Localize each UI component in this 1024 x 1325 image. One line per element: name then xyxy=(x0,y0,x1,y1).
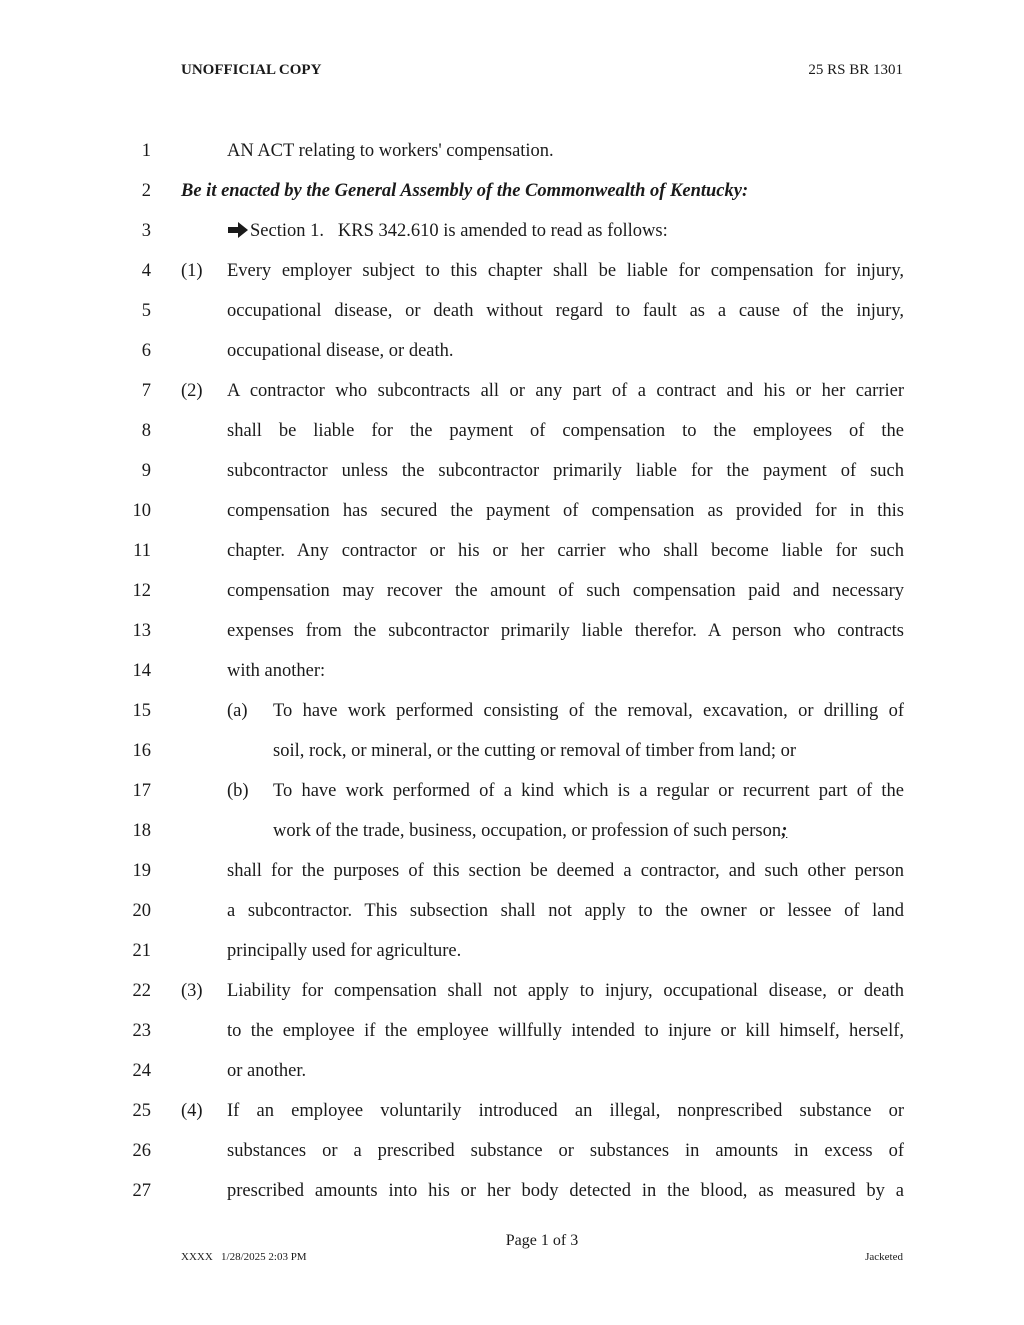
line-text: a subcontractor. This subsection shall not apply to the owner or lessee of land xyxy=(227,901,904,921)
line-text: If an employee voluntarily introduced an illegal, nonprescribed substance or xyxy=(227,1101,904,1121)
header-label: UNOFFICIAL COPY xyxy=(181,62,322,78)
document-line xyxy=(0,656,1024,686)
document-line xyxy=(0,376,1024,406)
line-number: 22 xyxy=(132,981,151,1001)
line-number: 8 xyxy=(141,421,151,441)
document-line xyxy=(0,1056,1024,1086)
arrow-right-icon xyxy=(227,222,249,238)
line-number: 7 xyxy=(141,381,151,401)
line-number: 20 xyxy=(132,901,151,921)
line-number: 10 xyxy=(132,501,151,521)
page-number: Page 1 of 3 xyxy=(505,1232,579,1249)
line-text: work of the trade, business, occupation, or profession of such person xyxy=(273,821,782,841)
document-line xyxy=(0,1176,1024,1206)
document-line xyxy=(0,1136,1024,1166)
document-line xyxy=(0,336,1024,366)
subsection-marker: (1) xyxy=(181,261,203,281)
document-line xyxy=(0,696,1024,726)
line-text: principally used for agriculture. xyxy=(227,941,462,961)
document-line xyxy=(0,936,1024,966)
line-text: To have work performed consisting of the removal, excavation, or drilling of xyxy=(273,701,904,721)
line-text: shall be liable for the payment of compensation to the employees of the xyxy=(227,421,904,441)
line-text: chapter. Any contractor or his or her carrier who shall become liable for such xyxy=(227,541,904,561)
line-number: 3 xyxy=(141,221,151,241)
line-text: shall for the purposes of this section be deemed a contractor, and such other person xyxy=(227,861,904,881)
subsection-marker: (4) xyxy=(181,1101,203,1121)
document-line xyxy=(0,816,1024,846)
subsection-marker: (3) xyxy=(181,981,203,1001)
line-text: soil, rock, or mineral, or the cutting or removal of timber from land; or xyxy=(273,741,796,761)
line-number: 16 xyxy=(132,741,151,761)
line-number: 12 xyxy=(132,581,151,601)
document-line xyxy=(0,896,1024,926)
act-title: AN ACT relating to workers' compensation. xyxy=(227,141,554,161)
line-number: 23 xyxy=(132,1021,151,1041)
document-line xyxy=(0,256,1024,286)
document-line xyxy=(0,616,1024,646)
line-text: Liability for compensation shall not apply to injury, occupational disease, or death xyxy=(227,981,904,1001)
document-line xyxy=(0,536,1024,566)
line-number: 26 xyxy=(132,1141,151,1161)
line-number: 19 xyxy=(132,861,151,881)
line-number: 13 xyxy=(132,621,151,641)
line-text: Every employer subject to this chapter shall be liable for compensation for injury, xyxy=(227,261,904,281)
section-heading-text: Section 1. KRS 342.610 is amended to read as follows: xyxy=(250,221,668,241)
document-line xyxy=(0,776,1024,806)
line-text: occupational disease, or death. xyxy=(227,341,454,361)
line-text: subcontractor unless the subcontractor primarily liable for the payment of such xyxy=(227,461,904,481)
document-line xyxy=(0,856,1024,886)
line-number: 17 xyxy=(132,781,151,801)
line-text: with another: xyxy=(227,661,326,681)
line-text: expenses from the subcontractor primarily liable therefor. A person who contracts xyxy=(227,621,904,641)
document-line xyxy=(0,496,1024,526)
line-number: 6 xyxy=(141,341,151,361)
line-number: 18 xyxy=(132,821,151,841)
document-line xyxy=(0,1016,1024,1046)
line-text: substances or a prescribed substance or substances in amounts in excess of xyxy=(227,1141,904,1161)
line-number: 21 xyxy=(132,941,151,961)
line-number: 11 xyxy=(133,541,151,561)
line-number: 24 xyxy=(132,1061,151,1081)
line-number: 2 xyxy=(141,181,151,201)
line-text: occupational disease, or death without regard to fault as a cause of the injury, xyxy=(227,301,904,321)
inserted-text: ; xyxy=(781,821,788,841)
footer-timestamp: XXXX 1/28/2025 2:03 PM xyxy=(181,1251,307,1263)
document-line xyxy=(0,976,1024,1006)
line-number: 27 xyxy=(132,1181,151,1201)
document-line xyxy=(0,1096,1024,1126)
document-line xyxy=(0,136,1024,166)
line-text: to the employee if the employee willfully intended to injure or kill himself, herself, xyxy=(227,1021,904,1041)
document-line xyxy=(0,216,1024,246)
enacting-clause: Be it enacted by the General Assembly of the Commonwealth of Kentucky: xyxy=(181,181,749,201)
paragraph-marker: (b) xyxy=(227,781,249,801)
line-text-with-insertion xyxy=(273,816,787,846)
line-text: A contractor who subcontracts all or any part of a contract and his or her carrier xyxy=(227,381,904,401)
document-line xyxy=(0,576,1024,606)
line-number: 1 xyxy=(141,141,151,161)
paragraph-marker: (a) xyxy=(227,701,248,721)
bill-request-number: 25 RS BR 1301 xyxy=(808,62,903,78)
subsection-marker: (2) xyxy=(181,381,203,401)
line-number: 4 xyxy=(141,261,151,281)
document-line xyxy=(0,176,1024,206)
document-line xyxy=(0,736,1024,766)
line-number: 25 xyxy=(132,1101,151,1121)
document-line xyxy=(0,456,1024,486)
line-text: compensation has secured the payment of compensation as provided for in this xyxy=(227,501,904,521)
line-number: 15 xyxy=(132,701,151,721)
line-text: or another. xyxy=(227,1061,307,1081)
line-text: prescribed amounts into his or her body detected in the blood, as measured by a xyxy=(227,1181,904,1201)
section-heading xyxy=(227,216,668,246)
line-number: 14 xyxy=(132,661,151,681)
footer-status: Jacketed xyxy=(865,1251,903,1263)
line-text: compensation may recover the amount of such compensation paid and necessary xyxy=(227,581,904,601)
line-text: To have work performed of a kind which is a regular or recurrent part of the xyxy=(273,781,904,801)
document-line xyxy=(0,416,1024,446)
line-number: 9 xyxy=(141,461,151,481)
document-line xyxy=(0,296,1024,326)
line-number: 5 xyxy=(141,301,151,321)
